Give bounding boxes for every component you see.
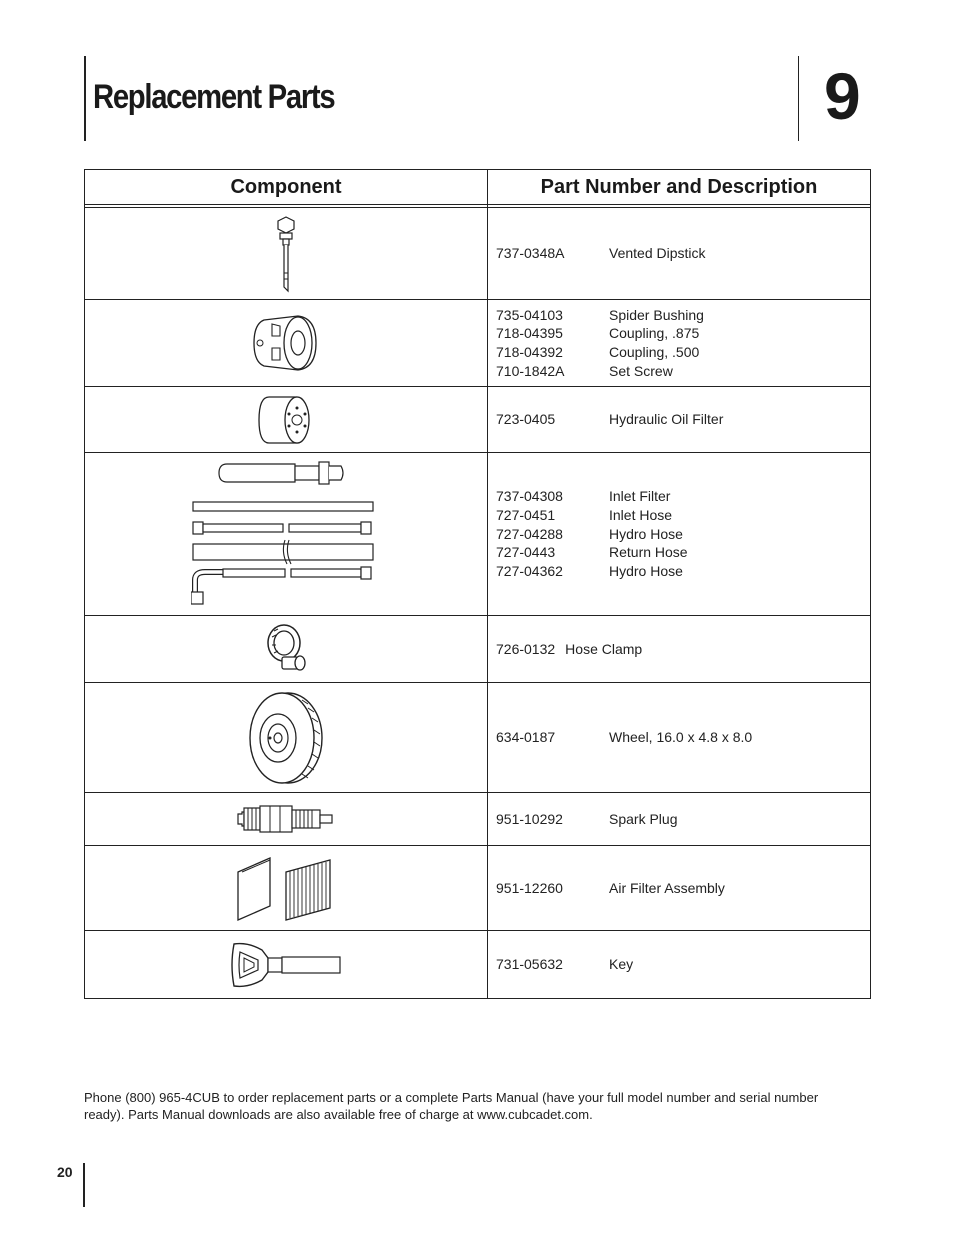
part-description-cell <box>488 683 871 793</box>
part-description: Hydro Hose <box>609 563 683 580</box>
parts-table <box>84 169 871 999</box>
table-row <box>85 453 871 616</box>
part-description: Air Filter Assembly <box>609 879 725 896</box>
part-line <box>496 955 870 974</box>
hose-clamp-icon <box>264 621 308 677</box>
part-description: Spark Plug <box>609 810 678 827</box>
hoses-icon <box>191 460 381 608</box>
table-row <box>85 683 871 793</box>
part-line <box>496 506 870 525</box>
part-number: 727-0443 <box>496 544 556 561</box>
chapter-divider-rule <box>798 56 799 141</box>
part-number: 951-10292 <box>496 810 563 827</box>
part-number: 735-04103 <box>496 306 563 323</box>
ordering-note: Phone (800) 965-4CUB to order replacement parts or a complete Parts Manual (have your full model number and serial number ready). Parts Manual downloads are also available free of charge at www.cubcadet.com. <box>84 1090 819 1122</box>
page-number: 20 <box>57 1164 73 1180</box>
part-line <box>496 410 870 429</box>
spark-plug-icon <box>234 802 338 836</box>
part-number: 718-04392 <box>496 344 563 360</box>
part-description-cell <box>488 453 871 616</box>
part-number: 727-0451 <box>496 506 556 523</box>
part-number: 737-0348A <box>496 245 565 262</box>
part-description-cell <box>488 931 871 999</box>
part-number: 951-12260 <box>496 879 563 896</box>
part-number: 718-04395 <box>496 325 563 342</box>
part-line <box>496 244 870 263</box>
chapter-number: 9 <box>824 59 861 133</box>
key-icon <box>228 940 344 990</box>
part-line <box>496 487 870 506</box>
part-number: 634-0187 <box>496 729 556 746</box>
part-description: Inlet Hose <box>609 506 673 523</box>
oil-filter-icon <box>255 394 317 446</box>
part-description: Vented Dipstick <box>609 245 706 262</box>
part-number: 737-04308 <box>496 488 563 505</box>
part-number: 710-1842A <box>496 362 565 379</box>
component-cell <box>85 616 488 683</box>
part-description: Spider Bushing <box>609 306 704 323</box>
part-line <box>496 306 870 325</box>
component-cell <box>85 683 488 793</box>
part-number: 727-04288 <box>496 525 563 542</box>
part-line <box>496 343 870 362</box>
table-row <box>85 793 871 846</box>
part-line <box>496 728 870 747</box>
part-line <box>496 810 870 829</box>
part-description-cell <box>488 616 871 683</box>
dipstick-icon <box>266 215 306 293</box>
part-number: 731-05632 <box>496 956 563 973</box>
part-line <box>496 543 870 562</box>
part-description-cell <box>488 846 871 931</box>
table-row <box>85 387 871 453</box>
table-row <box>85 300 871 387</box>
table-header-row <box>85 170 871 205</box>
component-cell <box>85 300 488 387</box>
page-number-rule <box>83 1163 85 1207</box>
part-description: Inlet Filter <box>609 488 671 505</box>
part-description-cell <box>488 208 871 300</box>
part-line <box>496 324 870 343</box>
part-number: 727-04362 <box>496 563 563 580</box>
part-line <box>496 362 870 381</box>
part-description: Hydraulic Oil Filter <box>609 411 724 428</box>
wheel-icon <box>246 690 326 786</box>
part-description: Coupling, .500 <box>609 344 700 360</box>
component-cell <box>85 793 488 846</box>
part-description: Coupling, .875 <box>609 325 700 342</box>
part-description: Key <box>609 956 634 973</box>
part-description: Hydro Hose <box>609 525 683 542</box>
part-number: 726-0132 <box>496 640 556 657</box>
part-line <box>496 525 870 544</box>
component-cell <box>85 208 488 300</box>
page-title: Replacement Parts <box>93 78 335 116</box>
part-description-cell <box>488 387 871 453</box>
part-description: Wheel, 16.0 x 4.8 x 8.0 <box>609 729 753 746</box>
part-line <box>496 879 870 898</box>
header-component: Component <box>85 170 488 205</box>
component-cell <box>85 846 488 931</box>
component-cell <box>85 931 488 999</box>
part-line <box>496 640 870 659</box>
table-row <box>85 846 871 931</box>
part-description-cell <box>488 300 871 387</box>
part-line <box>496 562 870 581</box>
air-filter-icon <box>234 854 338 922</box>
coupling-icon <box>250 310 322 376</box>
part-number: 723-0405 <box>496 411 556 428</box>
table-row <box>85 208 871 300</box>
part-description: Return Hose <box>609 544 688 561</box>
part-description-cell <box>488 793 871 846</box>
header-part-number: Part Number and Description <box>488 170 871 205</box>
component-cell <box>85 453 488 616</box>
part-description: Set Screw <box>609 362 673 379</box>
part-description: Hose Clamp <box>565 640 643 657</box>
title-left-rule <box>84 56 86 141</box>
table-row <box>85 616 871 683</box>
table-row <box>85 931 871 999</box>
component-cell <box>85 387 488 453</box>
